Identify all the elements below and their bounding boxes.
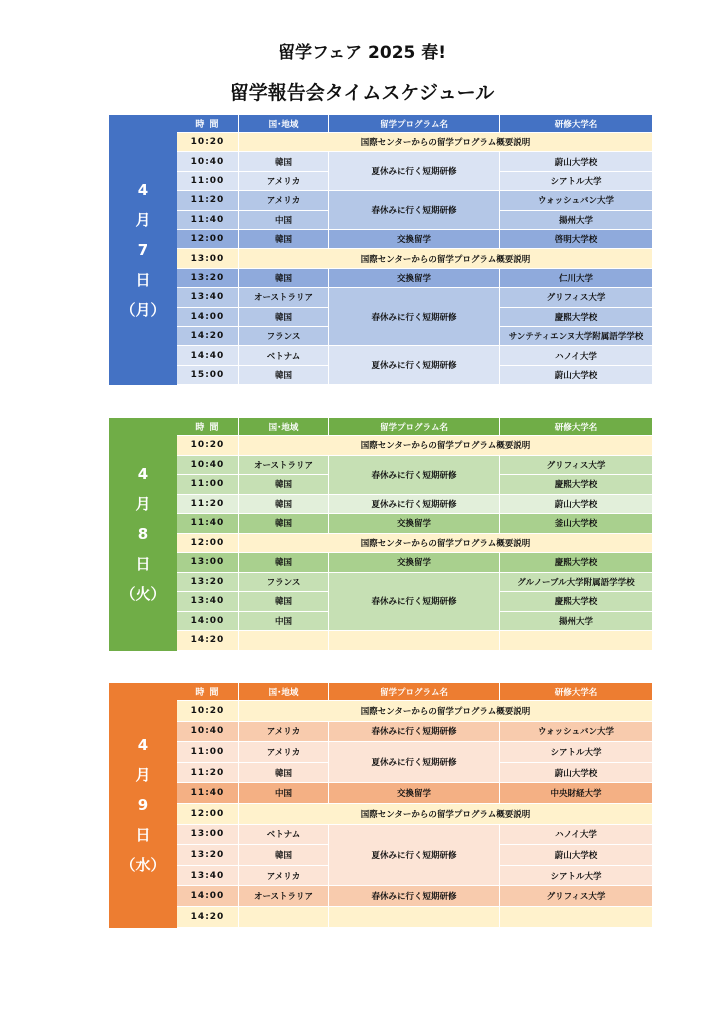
time-cell: 12:00 — [177, 804, 239, 825]
time-cell: 10:40 — [177, 456, 239, 476]
program-cell: 夏休みに行く短期研修 — [329, 346, 500, 385]
country-cell — [239, 631, 329, 651]
country-cell: 韓国 — [239, 845, 329, 866]
time-cell: 11:20 — [177, 495, 239, 515]
country-cell: 韓国 — [239, 308, 329, 327]
country-cell: アメリカ — [239, 722, 329, 743]
schedule-table — [177, 115, 652, 385]
date-label-char: 日 — [135, 271, 151, 290]
country-cell: アメリカ — [239, 191, 329, 210]
country-cell: 中国 — [239, 783, 329, 804]
day-block — [109, 418, 652, 651]
time-cell: 14:00 — [177, 308, 239, 327]
country-cell: 韓国 — [239, 475, 329, 495]
time-cell: 13:40 — [177, 592, 239, 612]
program-cell — [329, 907, 500, 928]
university-cell: 揚州大学 — [500, 612, 652, 632]
university-cell — [500, 631, 652, 651]
program-cell: 春休みに行く短期研修 — [329, 722, 500, 743]
time-cell: 13:00 — [177, 553, 239, 573]
country-cell: 韓国 — [239, 495, 329, 515]
table-header — [177, 115, 652, 133]
university-cell: 啓明大学校 — [500, 230, 652, 249]
date-label-char: 月 — [135, 495, 151, 514]
time-cell: 12:00 — [177, 230, 239, 249]
date-label-char: （水） — [120, 856, 166, 875]
time-cell: 10:40 — [177, 152, 239, 171]
time-cell: 14:40 — [177, 346, 239, 365]
university-cell: シアトル大学 — [500, 866, 652, 887]
country-cell: 韓国 — [239, 152, 329, 171]
session-info-cell: 国際センターからの留学プログラム概要説明 — [239, 534, 652, 554]
date-label-char: 4 — [137, 736, 149, 755]
time-cell: 11:40 — [177, 514, 239, 534]
header-university: 研修大学名 — [500, 683, 652, 701]
program-cell: 交換留学 — [329, 553, 500, 573]
country-cell: アメリカ — [239, 866, 329, 887]
university-cell: シアトル大学 — [500, 742, 652, 763]
university-cell: 中央財経大学 — [500, 783, 652, 804]
program-cell: 夏休みに行く短期研修 — [329, 495, 500, 515]
program-cell: 夏休みに行く短期研修 — [329, 825, 500, 887]
page-subtitle: 留学報告会タイムスケジュール — [229, 82, 495, 104]
university-cell: 蔚山大学校 — [500, 495, 652, 515]
time-cell: 11:00 — [177, 475, 239, 495]
university-cell: 慶熙大学校 — [500, 308, 652, 327]
time-cell: 11:20 — [177, 191, 239, 210]
university-cell: 蔚山大学校 — [500, 152, 652, 171]
time-cell: 11:00 — [177, 742, 239, 763]
time-cell: 13:40 — [177, 288, 239, 307]
time-cell: 10:20 — [177, 133, 239, 152]
header-time: 時 間 — [177, 115, 239, 133]
date-label-char: 月 — [135, 211, 151, 230]
time-cell: 11:40 — [177, 211, 239, 230]
university-cell: 釜山大学校 — [500, 514, 652, 534]
program-cell: 春休みに行く短期研修 — [329, 191, 500, 230]
header-program: 留学プログラム名 — [329, 418, 500, 436]
date-label-char: 日 — [135, 826, 151, 845]
program-cell: 春休みに行く短期研修 — [329, 886, 500, 907]
country-cell: 中国 — [239, 612, 329, 632]
time-cell: 13:20 — [177, 269, 239, 288]
country-cell: 韓国 — [239, 514, 329, 534]
table-row — [177, 701, 652, 722]
program-cell: 交換留学 — [329, 514, 500, 534]
date-label — [109, 418, 177, 651]
country-cell: 韓国 — [239, 553, 329, 573]
table-row — [177, 804, 652, 825]
time-cell: 12:00 — [177, 534, 239, 554]
table-row — [177, 534, 652, 554]
program-cell: 交換留学 — [329, 230, 500, 249]
date-label-char: 4 — [137, 465, 149, 484]
country-cell: ベトナム — [239, 346, 329, 365]
university-cell: ハノイ大学 — [500, 346, 652, 365]
time-cell: 14:20 — [177, 327, 239, 346]
date-label-char: 8 — [137, 525, 149, 544]
country-cell: 韓国 — [239, 269, 329, 288]
program-cell: 交換留学 — [329, 269, 500, 288]
country-cell: ベトナム — [239, 825, 329, 846]
time-cell: 13:20 — [177, 573, 239, 593]
header-country: 国･地域 — [239, 115, 329, 133]
header-country: 国･地域 — [239, 683, 329, 701]
university-cell: シアトル大学 — [500, 172, 652, 191]
session-info-cell: 国際センターからの留学プログラム概要説明 — [239, 804, 652, 825]
program-cell: 夏休みに行く短期研修 — [329, 152, 500, 191]
session-info-cell: 国際センターからの留学プログラム概要説明 — [239, 701, 652, 722]
university-cell: ウォッシュバン大学 — [500, 722, 652, 743]
session-info-cell: 国際センターからの留学プログラム概要説明 — [239, 436, 652, 456]
university-cell: グリフィス大学 — [500, 456, 652, 476]
day-block — [109, 115, 652, 385]
country-cell: オーストラリア — [239, 456, 329, 476]
university-cell: 慶熙大学校 — [500, 553, 652, 573]
day-block — [109, 683, 652, 928]
country-cell: アメリカ — [239, 172, 329, 191]
time-cell: 13:00 — [177, 825, 239, 846]
university-cell: グルノーブル大学附属語学学校 — [500, 573, 652, 593]
header-time: 時 間 — [177, 683, 239, 701]
date-label-char: （月） — [120, 301, 166, 320]
program-cell: 夏休みに行く短期研修 — [329, 742, 500, 783]
header-program: 留学プログラム名 — [329, 115, 500, 133]
date-label-char: （火） — [120, 585, 166, 604]
country-cell: オーストラリア — [239, 886, 329, 907]
university-cell: 仁川大学 — [500, 269, 652, 288]
country-cell: オーストラリア — [239, 288, 329, 307]
time-cell: 11:40 — [177, 783, 239, 804]
date-label — [109, 683, 177, 928]
university-cell: 慶熙大学校 — [500, 475, 652, 495]
time-cell: 13:00 — [177, 249, 239, 268]
time-cell: 10:40 — [177, 722, 239, 743]
university-cell: グリフィス大学 — [500, 886, 652, 907]
time-cell: 14:20 — [177, 631, 239, 651]
session-info-cell: 国際センターからの留学プログラム概要説明 — [239, 249, 652, 268]
country-cell: 韓国 — [239, 763, 329, 784]
table-header — [177, 683, 652, 701]
table-row — [177, 249, 652, 268]
program-cell: 交換留学 — [329, 783, 500, 804]
university-cell: ウォッシュバン大学 — [500, 191, 652, 210]
date-label-char: 9 — [137, 796, 149, 815]
university-cell — [500, 907, 652, 928]
header-country: 国･地域 — [239, 418, 329, 436]
time-cell: 11:00 — [177, 172, 239, 191]
time-cell: 14:00 — [177, 612, 239, 632]
header-program: 留学プログラム名 — [329, 683, 500, 701]
time-cell: 11:20 — [177, 763, 239, 784]
university-cell: 蔚山大学校 — [500, 763, 652, 784]
university-cell: サンテティエンヌ大学附属語学学校 — [500, 327, 652, 346]
country-cell — [239, 907, 329, 928]
country-cell: 韓国 — [239, 366, 329, 385]
time-cell: 10:20 — [177, 701, 239, 722]
table-header — [177, 418, 652, 436]
university-cell: 蔚山大学校 — [500, 845, 652, 866]
country-cell: 中国 — [239, 211, 329, 230]
country-cell: フランス — [239, 327, 329, 346]
program-cell — [329, 631, 500, 651]
university-cell: 慶熙大学校 — [500, 592, 652, 612]
date-label-char: 日 — [135, 555, 151, 574]
university-cell: グリフィス大学 — [500, 288, 652, 307]
country-cell: 韓国 — [239, 230, 329, 249]
university-cell: 蔚山大学校 — [500, 366, 652, 385]
header-university: 研修大学名 — [500, 418, 652, 436]
time-cell: 13:40 — [177, 866, 239, 887]
session-info-cell: 国際センターからの留学プログラム概要説明 — [239, 133, 652, 152]
time-cell: 13:20 — [177, 845, 239, 866]
country-cell: フランス — [239, 573, 329, 593]
program-cell: 春休みに行く短期研修 — [329, 573, 500, 632]
schedule-table — [177, 418, 652, 651]
page-title: 留学フェア 2025 春! — [277, 43, 447, 63]
date-label-char: 月 — [135, 766, 151, 785]
university-cell: ハノイ大学 — [500, 825, 652, 846]
time-cell: 14:00 — [177, 886, 239, 907]
time-cell: 10:20 — [177, 436, 239, 456]
country-cell: アメリカ — [239, 742, 329, 763]
country-cell: 韓国 — [239, 592, 329, 612]
header-time: 時 間 — [177, 418, 239, 436]
university-cell: 揚州大学 — [500, 211, 652, 230]
table-row — [177, 436, 652, 456]
date-label — [109, 115, 177, 385]
schedule-table — [177, 683, 652, 928]
time-cell: 15:00 — [177, 366, 239, 385]
program-cell: 春休みに行く短期研修 — [329, 456, 500, 495]
date-label-char: 7 — [137, 241, 149, 260]
header-university: 研修大学名 — [500, 115, 652, 133]
time-cell: 14:20 — [177, 907, 239, 928]
date-label-char: 4 — [137, 181, 149, 200]
table-row — [177, 133, 652, 152]
program-cell: 春休みに行く短期研修 — [329, 288, 500, 346]
